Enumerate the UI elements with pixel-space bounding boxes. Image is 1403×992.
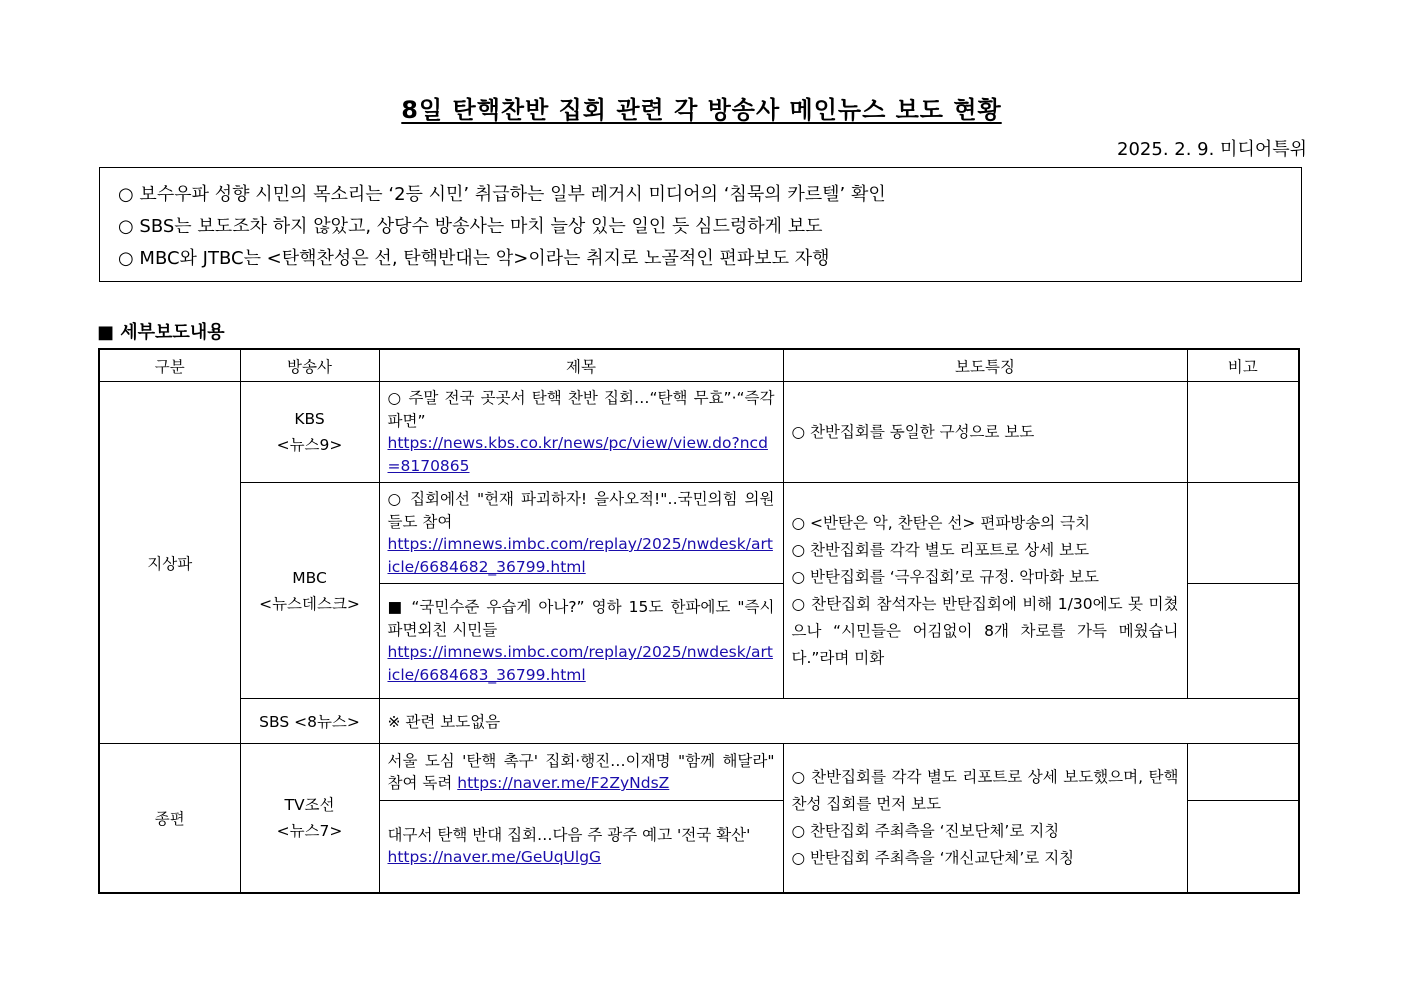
tvchosun-link-2[interactable]: https://naver.me/GeUqUlgG xyxy=(387,848,602,867)
document-title: 8일 탄핵찬반 집회 관련 각 방송사 메인뉴스 보도 현황 xyxy=(401,96,1002,124)
table-row-kbs xyxy=(99,382,1299,483)
mbc-title-cell-2 xyxy=(379,584,783,699)
kbs-title: ○ 주말 전국 곳곳서 탄핵 찬반 집회…“탄핵 무효”·“즉각 파면” xyxy=(387,389,775,430)
mbc-link-2[interactable]: https://imnews.imbc.com/replay/2025/nwdesk/article/6684683_36799.html xyxy=(387,643,773,684)
tvchosun-title-1: 서울 도심 '탄핵 촉구' 집회·행진…이재명 "함께 해달라" 참여 독려 xyxy=(387,751,775,792)
tvchosun-feature-2: ○ 찬탄집회 주최측을 ‘진보단체’로 지칭 xyxy=(791,821,1060,840)
section-title: ■ 세부보도내용 xyxy=(97,322,225,343)
kbs-title-cell xyxy=(379,382,783,483)
report-table xyxy=(98,348,1300,894)
tvchosun-feature-3: ○ 반탄집회 주최측을 ‘개신교단체’로 지칭 xyxy=(791,848,1075,867)
summary-box xyxy=(99,167,1302,282)
header-category: 구분 xyxy=(99,349,240,382)
sbs-note: ※ 관련 보도없음 xyxy=(379,699,1299,744)
mbc-link-1[interactable]: https://imnews.imbc.com/replay/2025/nwdesk/article/6684682_36799.html xyxy=(387,535,773,576)
station-mbc-name: MBC xyxy=(292,568,327,587)
mbc-remarks-1 xyxy=(1187,483,1299,584)
table-row-mbc-1 xyxy=(99,483,1299,584)
mbc-feature-3: ○ 반탄집회를 ‘극우집회’로 규정. 악마화 보도 xyxy=(791,567,1099,586)
tvchosun-title-cell-1 xyxy=(379,744,783,801)
header-remarks: 비고 xyxy=(1187,349,1299,382)
group-terrestrial: 지상파 xyxy=(99,382,240,744)
mbc-feature-4: ○ 찬탄집회 참석자는 반탄집회에 비해 1/30에도 못 미쳤으나 “시민들은 어김없이 8개 차로를 가득 메웠습니다.”라며 미화 xyxy=(791,594,1179,667)
kbs-features xyxy=(783,382,1187,483)
table-header-row xyxy=(99,349,1299,382)
tvchosun-feature-1: ○ 찬반집회를 각각 별도 리포트로 상세 보도했으며, 탄핵찬성 집회를 먼저 보도 xyxy=(791,767,1179,813)
station-tvchosun xyxy=(240,744,379,893)
tvchosun-remarks-1 xyxy=(1187,744,1299,801)
station-sbs: SBS <8뉴스> xyxy=(240,699,379,744)
tvchosun-remarks-2 xyxy=(1187,801,1299,893)
document-date: 2025. 2. 9. 미디어특위 xyxy=(1117,139,1307,160)
tvchosun-features xyxy=(783,744,1187,893)
mbc-feature-1: ○ <반탄은 악, 찬탄은 선> 편파방송의 극치 xyxy=(791,513,1091,532)
mbc-title-1: ○ 집회에선 "헌재 파괴하자! 을사오적!"‥국민의힘 의원들도 참여 xyxy=(387,490,775,531)
mbc-title-2: ■ “국민수준 우습게 아나?” 영하 15도 한파에도 "즉시 파면외친 시민들 xyxy=(387,598,775,639)
station-mbc xyxy=(240,483,379,699)
mbc-feature-2: ○ 찬반집회를 각각 별도 리포트로 상세 보도 xyxy=(791,540,1090,559)
tvchosun-link-1[interactable]: https://naver.me/F2ZyNdsZ xyxy=(457,774,670,792)
table-row-tvchosun-1 xyxy=(99,744,1299,801)
table-row-sbs xyxy=(99,699,1299,744)
kbs-remarks xyxy=(1187,382,1299,483)
document-title-wrap xyxy=(0,90,1403,125)
kbs-link[interactable]: https://news.kbs.co.kr/news/pc/view/view.do?ncd=8170865 xyxy=(387,434,768,475)
header-features: 보도특징 xyxy=(783,349,1187,382)
station-tvchosun-program: <뉴스7> xyxy=(276,821,343,840)
station-kbs-program: <뉴스9> xyxy=(276,436,343,454)
mbc-features xyxy=(783,483,1187,699)
kbs-feature-1: ○ 찬반집회를 동일한 구성으로 보도 xyxy=(791,422,1035,441)
mbc-title-cell-1 xyxy=(379,483,783,584)
station-tvchosun-name: TV조선 xyxy=(284,795,335,814)
tvchosun-title-cell-2 xyxy=(379,801,783,893)
station-mbc-program: <뉴스데스크> xyxy=(259,594,360,613)
summary-line-1: ○ 보수우파 성향 시민의 목소리는 ‘2등 시민’ 취급하는 일부 레거시 미디어의 ‘침묵의 카르텔’ 확인 xyxy=(118,184,886,205)
header-title: 제목 xyxy=(379,349,783,382)
summary-line-3: ○ MBC와 JTBC는 <탄핵찬성은 선, 탄핵반대는 악>이라는 취지로 노골적인 편파보도 자행 xyxy=(118,248,830,269)
summary-line-2: ○ SBS는 보도조차 하지 않았고, 상당수 방송사는 마치 늘상 있는 일인 듯 심드렁하게 보도 xyxy=(118,216,823,237)
station-kbs xyxy=(240,382,379,483)
header-broadcaster: 방송사 xyxy=(240,349,379,382)
tvchosun-title-2: 대구서 탄핵 반대 집회…다음 주 광주 예고 '전국 확산' xyxy=(387,825,751,844)
station-kbs-name: KBS xyxy=(294,410,325,428)
group-cable: 종편 xyxy=(99,744,240,893)
mbc-remarks-2 xyxy=(1187,584,1299,699)
